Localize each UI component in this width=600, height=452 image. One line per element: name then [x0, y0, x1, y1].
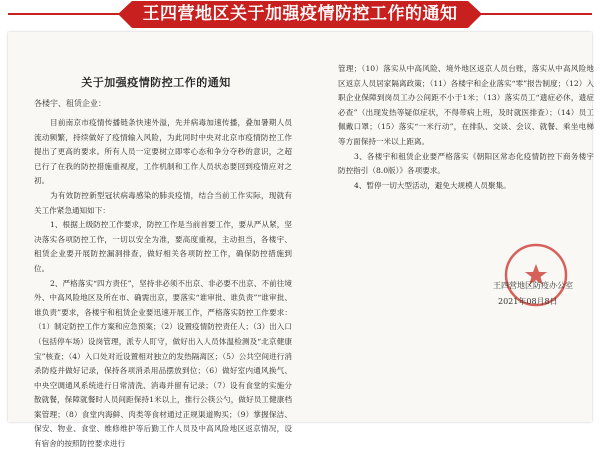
right-column [338, 62, 594, 193]
document-paper [8, 32, 594, 449]
signature-unit: 王四营地区防疫办公室 [493, 281, 573, 290]
left-column [34, 116, 292, 452]
banner-left-rule [8, 13, 120, 15]
banner-right-rule [480, 13, 592, 15]
banner [0, 0, 600, 30]
paragraph: 1、根据上级防控工作要求，防控工作是当前首要工作，要从严从紧，坚决落实各项防控工作，一切以安全为准，要高度重视，主动担当，各楼宇、租赁企业要开展防控漏洞排查，做好相关各项防控工作，确保防控措施到位。 [34, 220, 292, 273]
paragraph: 4、暂停一切大型活动，避免大规模人员聚集。 [354, 180, 511, 190]
paragraph: 目前南京市疫情传播链条快速外溢，先并病毒加速传播，叠加暑期人员流动频繁，持续做好了疫情输入风险，为此同时中央对北京市疫情防控工作提出了更高的要求。所有人员一定要树立即零心态和争分夺秒的意识，之超已行了在我的防控措施重视度，工作机制和工作人员状态要回到疫情应对之初。 [34, 118, 292, 186]
paragraph: 管理；（10）落实从中高风险、境外地区返京人员台账，落实从中高风险地区返京人员居家隔离政策；（11）各楼宇和企业落实“零”报告制度；（12）入职企业保障到岗员工办公间距不小于1米；（13）落实员工“遗症必休，遗症必查”（出现发热等疑似症状，不得带病上班，及时就医排查）；（14）员工佩戴口罩；（15）落实“一米行动”，在排队、交谈、会议、就餐、乘坐电梯等方面保持一米以上距离。 [338, 64, 594, 146]
paragraph: 2、严格落实“四方责任”，坚持非必须不出京、非必要不出京、不前往境外、中高风险地区及所在市、确需出京，要落实“谁审批、谁负责”“谁审批、谁负责”要求，各楼宇和租赁企业要迅速开展工作，严格落实防控工作要求：（1）制定防控工作方案和应急预案；（2）设置疫情防控责任人；（3）出入口（包括停车场）设岗管理，派专人盯守，做好出入人员体温检测及“北京健康宝”核查；（4）入口处对近设置相对独立的发热隔离区；（5）公共空间进行消杀防疫并做好记录，保持各项消杀用品摆放到位；（6）做好室内通风换气、中央空调通风系统进行日常清洗、消毒并留有记录；（7）设有食堂的实施分散就餐，保障就餐时人员间距保持1米以上，推行公筷公勺，做好员工健康档案管理；（8）食堂内海鲜、肉类等食材通过正规渠道购买；（9）掌握保洁、保安、物业、食堂、维修维护等后勤工作人员及中高风险地区返京情况，设有宿舍的按照防控要求进行 [34, 278, 292, 449]
document-title: 关于加强疫情防控工作的通知 [81, 76, 231, 89]
signature-date: 2021年08月8日 [498, 297, 558, 306]
paragraph: 为有效防控新型冠状病毒感染的肺炎疫情，结合当前工作实际，现就有关工作紧急通知如下： [34, 190, 292, 215]
paragraph: 3、各楼宇和租赁企业要严格落实《朝阳区常态化疫情防控下商务楼宇防控指引（8.0版）》各项要求。 [338, 151, 594, 176]
banner-title: 王四营地区关于加强疫情防控工作的通知 [142, 4, 458, 24]
salutation: 各楼宇、租赁企业： [34, 99, 106, 108]
